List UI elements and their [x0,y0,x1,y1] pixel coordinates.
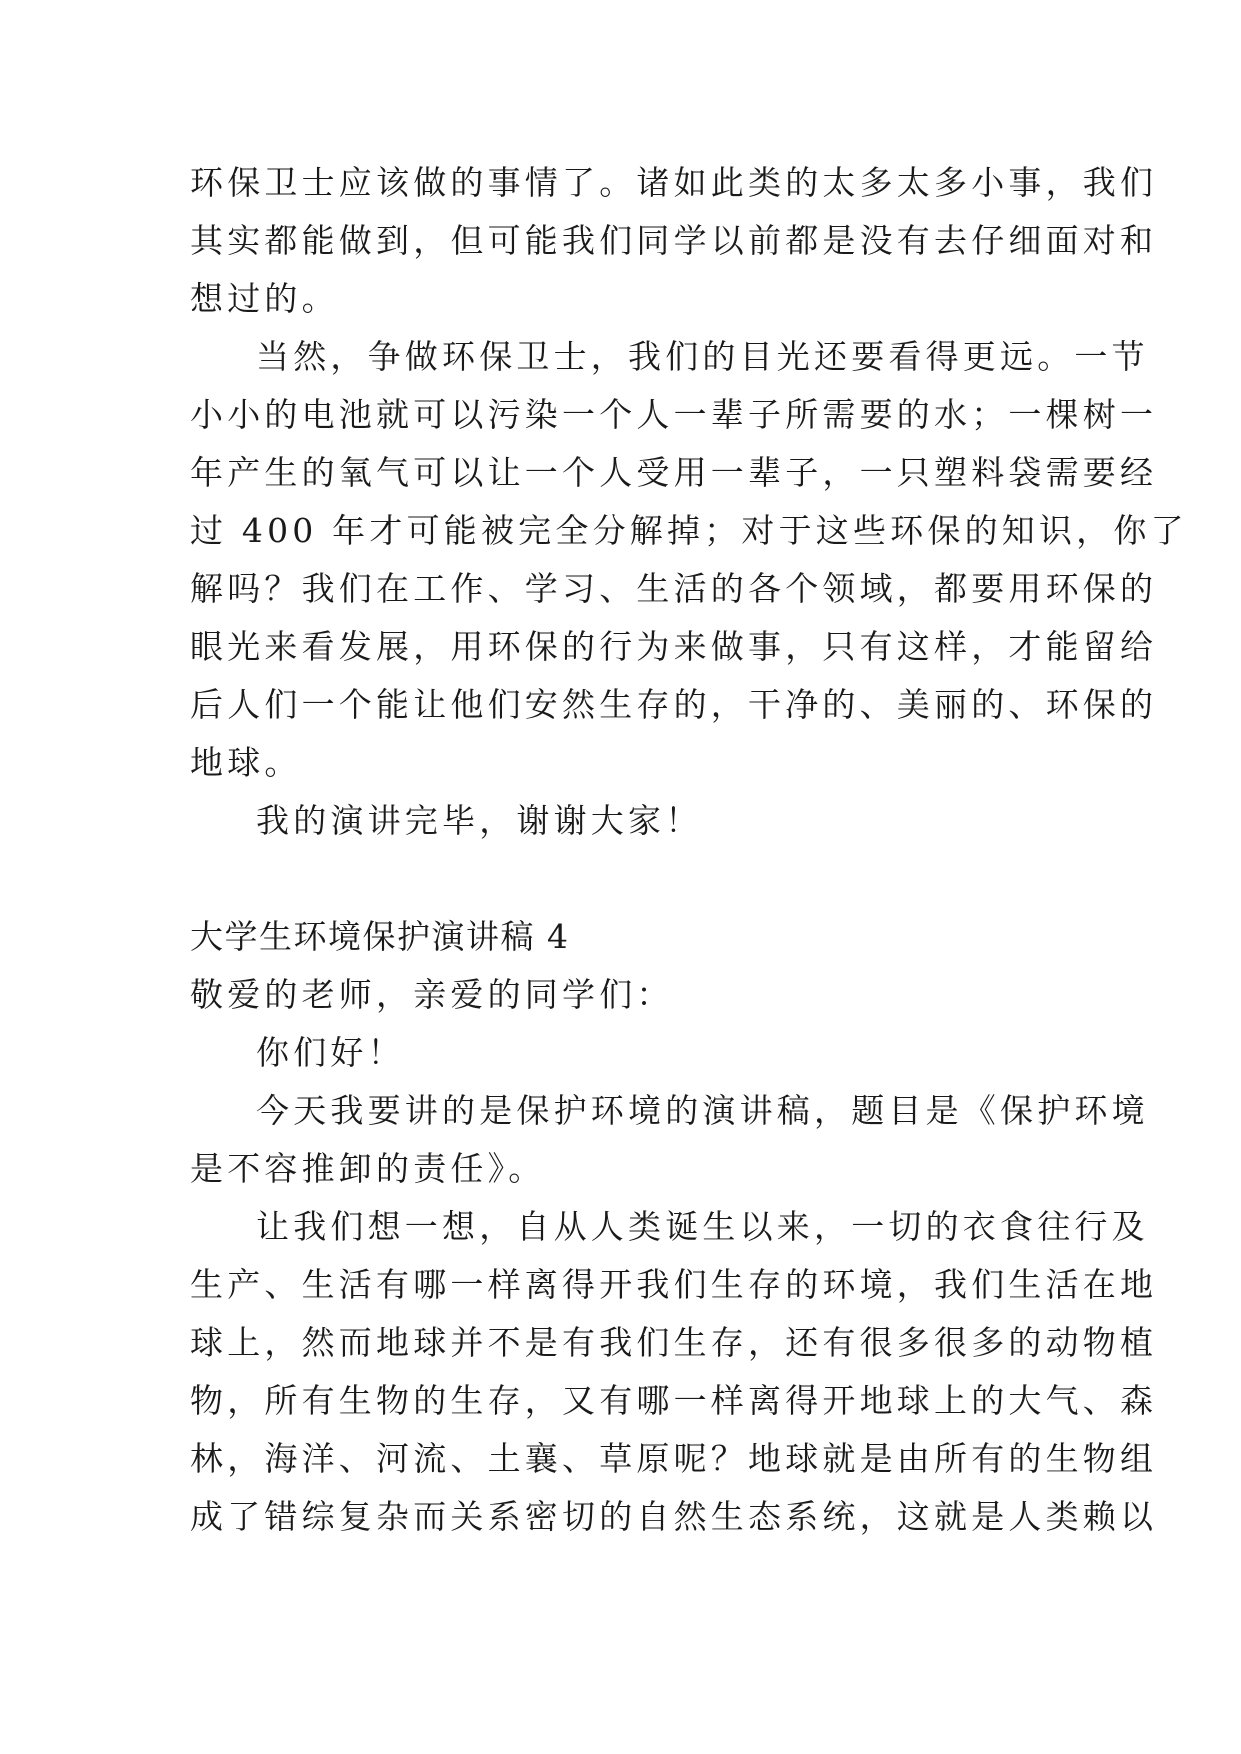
salutation: 敬爱的老师，亲爱的同学们： [190,975,674,1014]
text-line: 球上，然而地球并不是有我们生存，还有很多很多的动物植 [190,1323,1158,1362]
text-line: 过 400 年才可能被完全分解掉；对于这些环保的知识，你了 [190,511,1188,550]
text-line: 想过的。 [190,279,339,318]
text-line: 环保卫士应该做的事情了。诸如此类的太多太多小事，我们 [190,163,1158,202]
text-line: 小小的电池就可以污染一个人一辈子所需要的水；一棵树一 [190,395,1158,434]
text-line: 生产、生活有哪一样离得开我们生存的环境，我们生活在地 [190,1265,1158,1304]
text-line: 年产生的氧气可以让一个人受用一辈子，一只塑料袋需要经 [190,453,1158,492]
text-line: 地球。 [190,743,302,782]
section-title: 大学生环境保护演讲稿 4 [190,917,570,956]
text-line: 其实都能做到，但可能我们同学以前都是没有去仔细面对和 [190,221,1158,260]
greeting: 你们好！ [256,1033,405,1072]
paragraph-start-line: 让我们想一想，自从人类诞生以来，一切的衣食往行及 [256,1207,1149,1246]
paragraph-start-line: 今天我要讲的是保护环境的演讲稿，题目是《保护环境 [256,1091,1149,1130]
text-line: 成了错综复杂而关系密切的自然生态系统，这就是人类赖以 [190,1497,1158,1536]
text-line: 眼光来看发展，用环保的行为来做事，只有这样，才能留给 [190,627,1158,666]
text-line: 后人们一个能让他们安然生存的，干净的、美丽的、环保的 [190,685,1158,724]
closing-line: 我的演讲完毕，谢谢大家！ [256,801,703,840]
text-line: 林，海洋、河流、土襄、草原呢？地球就是由所有的生物组 [190,1439,1158,1478]
paragraph-start-line: 当然，争做环保卫士，我们的目光还要看得更远。一节 [256,337,1149,376]
text-line: 解吗？我们在工作、学习、生活的各个领域，都要用环保的 [190,569,1158,608]
text-line: 物，所有生物的生存，又有哪一样离得开地球上的大气、森 [190,1381,1158,1420]
text-line: 是不容推卸的责任》。 [190,1149,546,1188]
